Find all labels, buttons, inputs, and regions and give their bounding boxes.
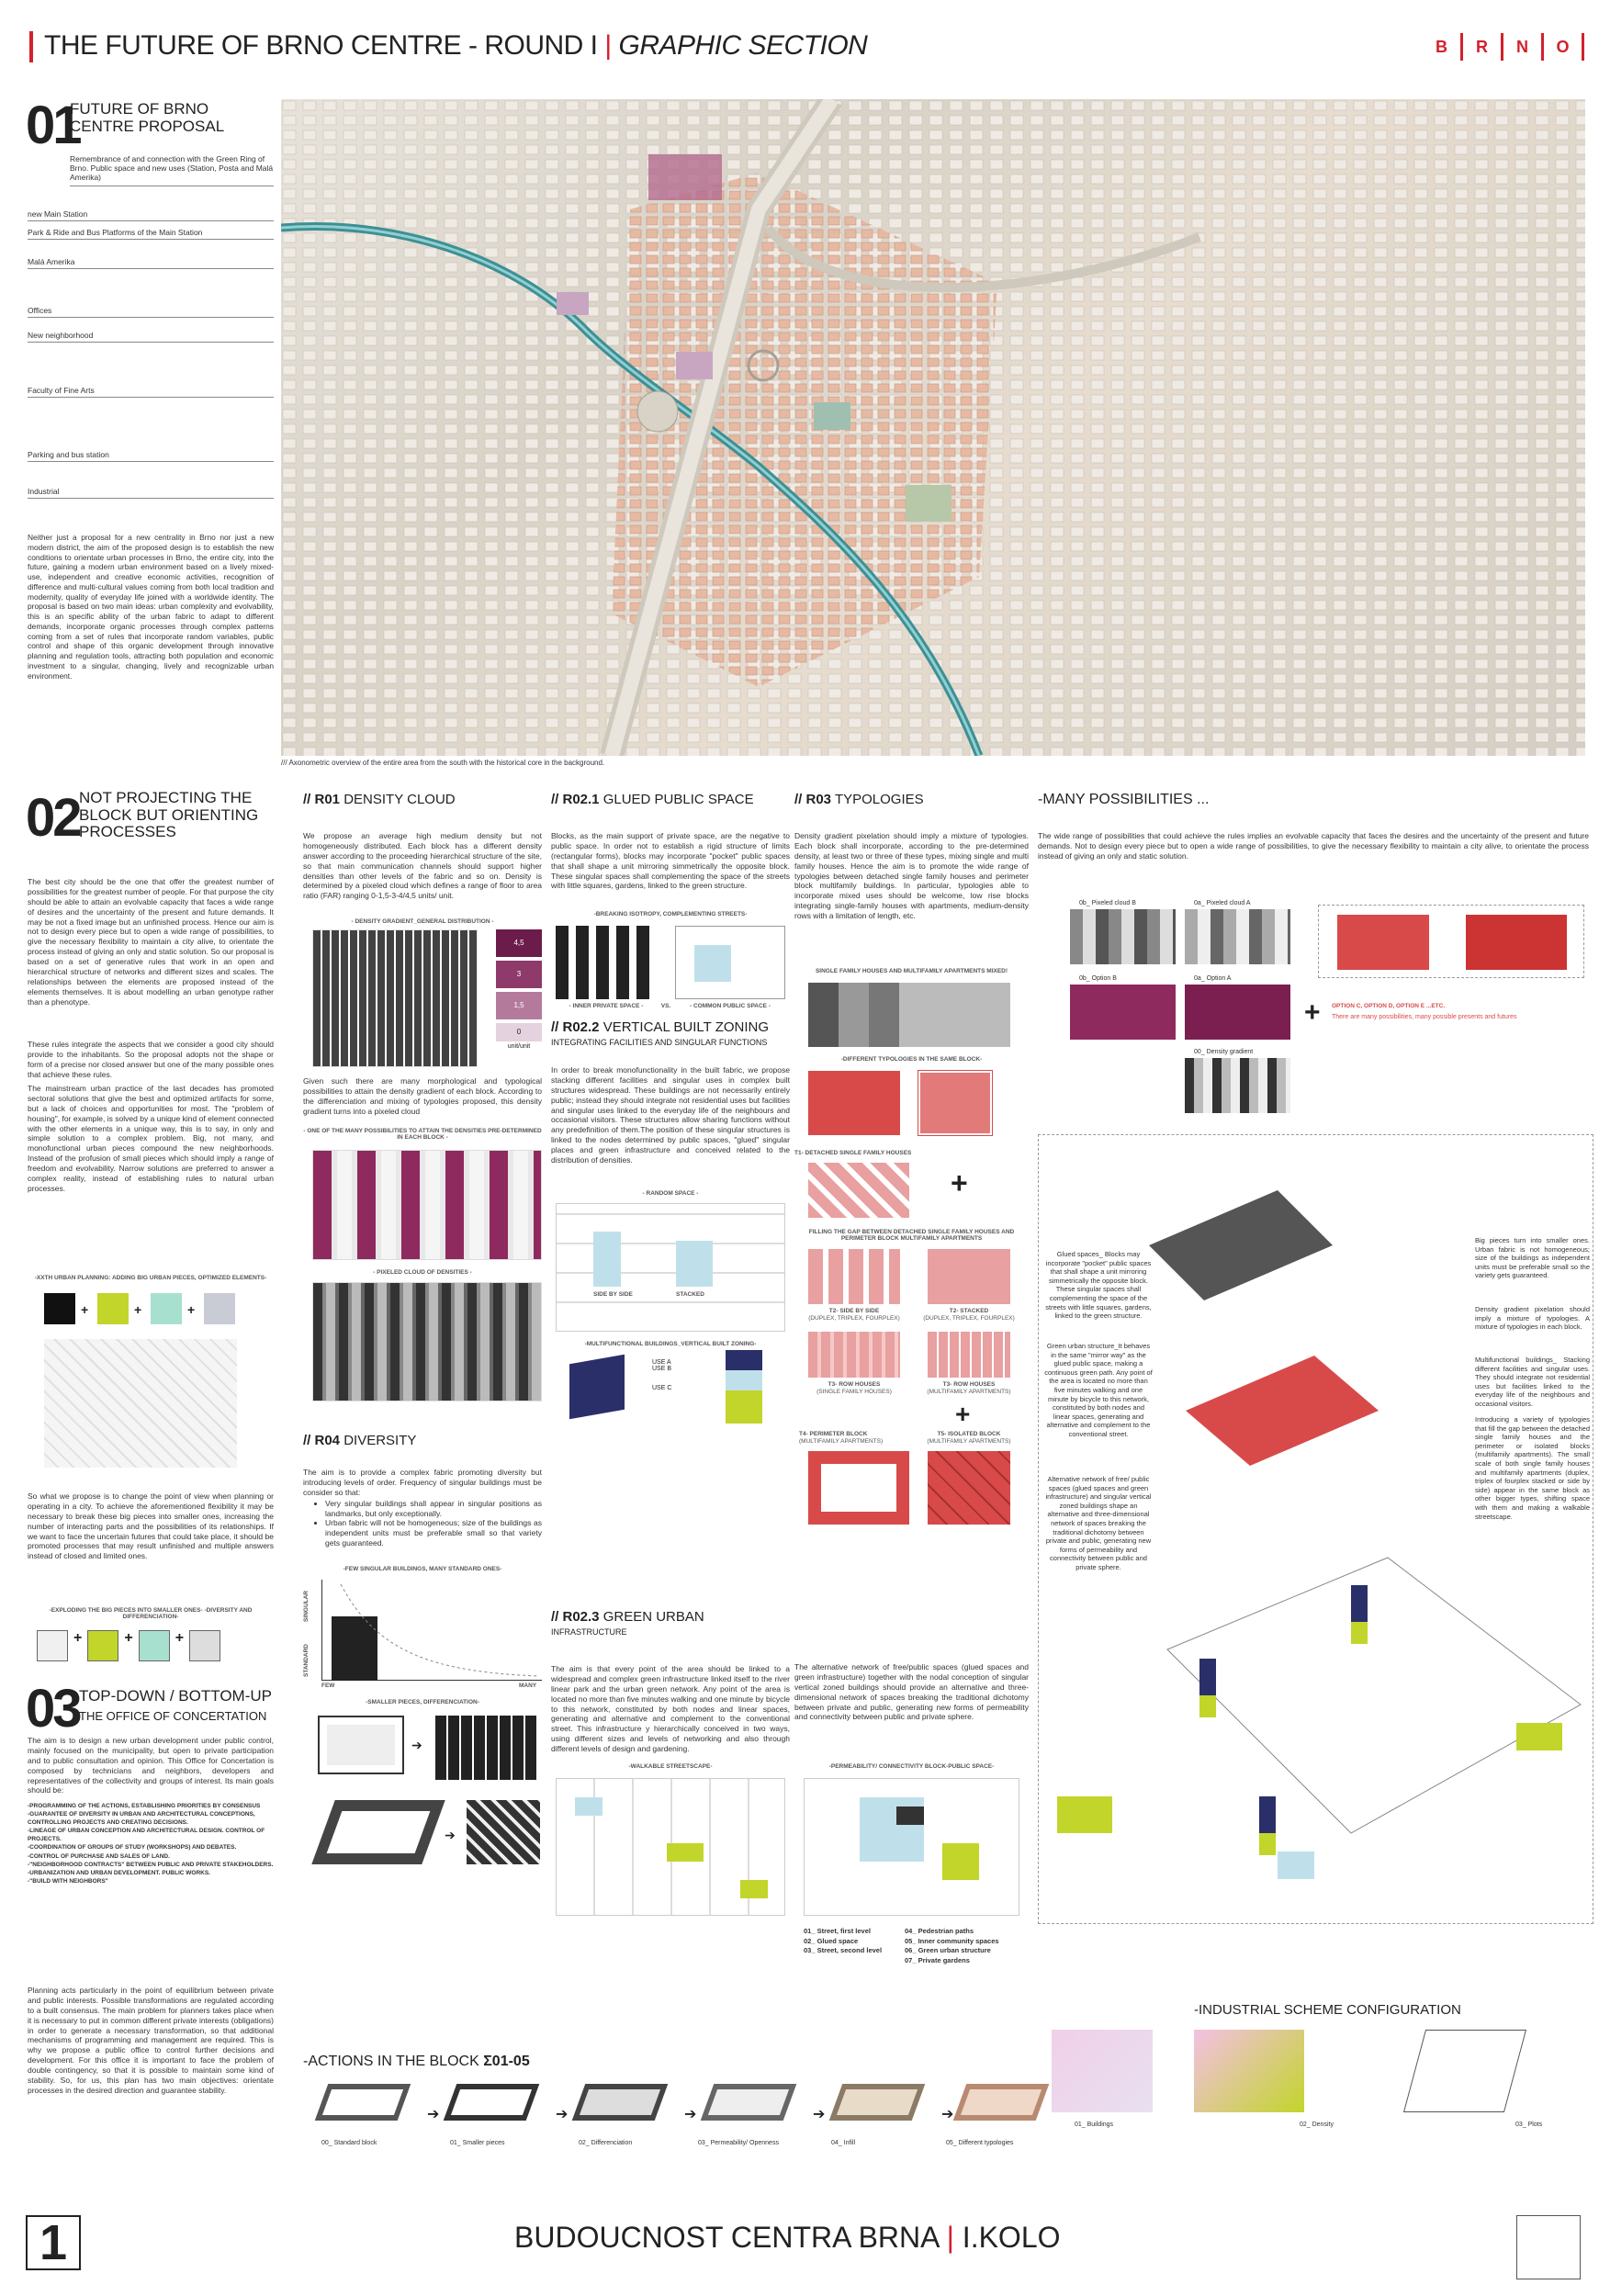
x-label-few: FEW — [321, 1683, 335, 1689]
axonometric-aerial-image — [281, 99, 1585, 756]
footer-title-main: BUDOUCNOST CENTRA BRNA — [514, 2221, 939, 2254]
density-gradient-map — [312, 929, 478, 1067]
density-value: 3 — [496, 961, 542, 988]
logo-letter: B — [1423, 33, 1463, 61]
section-number-02: 02 — [26, 788, 80, 848]
label-vs: VS. — [660, 1003, 671, 1009]
legend-item: 06_ Green urban structure — [905, 1946, 991, 1954]
density-value: 1,5 — [496, 992, 542, 1019]
option-label: 00_ Density gradient — [1194, 1049, 1254, 1055]
legend-item: 03_ Street, second level — [804, 1946, 883, 1954]
exploding-pieces-diagram: + + + — [37, 1630, 266, 1663]
aerial-caption: /// Axonometric overview of the entire area from the south with the historical core in the background. — [281, 759, 605, 767]
y-label-standard: STANDARD — [303, 1644, 310, 1677]
walkable-streetscape-map — [556, 1778, 785, 1916]
option-label: 0a_ Option A — [1194, 975, 1232, 982]
legend-left — [804, 1927, 914, 1956]
r03-heading — [794, 792, 924, 807]
note-glued-spaces: Glued spaces_ Blocks may incorporate "pocket" public spaces that shall shape a unit mirroring simmetrically the opposite block. These singular spaces shall complementing the space of the streets with little squares, gardens, linked to the green structure. — [1045, 1250, 1152, 1321]
legend-right — [905, 1927, 1033, 1965]
header-accent-bar — [29, 31, 33, 62]
r04-fig2-title: -SMALLER PIECES, DIFFERENCIATION- — [366, 1699, 479, 1705]
section-03-body-2: Planning acts particularly in the point of equilibrium between private and public interests. Possible transformations are regulated according to a built consensus. The main problem for planners takes place when it is necessary to put in common different private interests (obligations) in order to generate a necessary transformation, so that additional mechanisms of programming and management are required. This is why we propose a public office to control further decisions and development. For this office it is important to face the problem of double contingency, so that it is possible to maintain some kind of stability. So, for us, this plan has two main objectives: orientate processes in the desired direction and guarantee stability. — [28, 1986, 274, 2095]
type-name: T2- SIDE BY SIDE — [828, 1308, 880, 1314]
label-parking: Parking and bus station — [28, 450, 274, 462]
r03-fig1-title: SINGLE FAMILY HOUSES AND MULTIFAMILY APARTMENTS MIXED! — [815, 968, 1008, 974]
footer-code-box — [1516, 2215, 1581, 2279]
typology-axon-1 — [808, 1071, 900, 1135]
multifunctional-axon — [569, 1355, 625, 1420]
many-possibilities-body: The wide range of possibilities that could achieve the rules implies an evolvable capacity that faces the desires and the uncertainty of the present and future demands. Not to design every piece but to open a wide range of possibilities, to give the necessary flexibility to maintain a city alive, to orientate the process instead of giving an only and static solution. — [1038, 831, 1589, 861]
density-legend — [496, 929, 542, 1050]
section-02-body-4: So what we propose is to change the point of view when planning or operating in a city. To achieve the aforementioned flexibility it may be necessary to break these big pieces into smaller ones, increasing the number of interacting parts and the possibilities of its relationships. If we want to face the uncertain futures that could take place, it should be promoted processes that may result unfinished and multiple answers instead of closed and limited ones. — [28, 1491, 274, 1561]
label-main-station: new Main Station — [28, 209, 274, 221]
plus-icon: + — [955, 1400, 971, 1428]
type-sub: (DUPLEX, TRIPLEX, FOURPLEX) — [923, 1315, 1015, 1322]
r022-subtitle: INTEGRATING FACILITIES AND SINGULAR FUNCTIONS — [551, 1038, 768, 1047]
r04-bullet: • Very singular buildings shall appear in singular positions as landmarks, but only exceptionally. — [325, 1499, 542, 1518]
type-sub: (SINGLE FAMILY HOUSES) — [816, 1389, 892, 1395]
r03-fig3-title: -PERMEABILITY/ CONNECTIVITY BLOCK-PUBLIC SPACE- — [828, 1763, 995, 1770]
type-name: T4- PERIMETER BLOCK — [799, 1431, 868, 1437]
goal-item: -URBANIZATION AND URBAN DEVELOPMENT. PUBLIC WORKS. — [28, 1869, 210, 1876]
type-sub: (MULTIFAMILY APARTMENTS) — [927, 1389, 1011, 1395]
type-name: T3- ROW HOUSES — [828, 1381, 881, 1388]
goal-item: -COORDINATION OF GROUPS OF STUDY (WORKSHOPS) AND DEBATES. — [28, 1844, 237, 1851]
r021-heading — [551, 792, 754, 807]
actions-sigma: Σ01-05 — [483, 2054, 530, 2069]
industrial-step: 03_ Plots — [1515, 2122, 1543, 2128]
r022-fig2-title: -MULTIFUNCTIONAL BUILDINGS_VERTICAL BUILT ZONING- — [584, 1341, 757, 1347]
section-03-goals — [28, 1802, 274, 1885]
r03-fig2-title: -DIFFERENT TYPOLOGIES IN THE SAME BLOCK- — [840, 1056, 983, 1063]
note-big-pieces: Big pieces turn into smaller ones. Urban fabric is not homogeneous; size of the buildings as independent units must be preferable small so the variety gets guaranteed. — [1475, 1236, 1590, 1280]
footer-separator: | — [946, 2221, 954, 2254]
goal-item: -PROGRAMMING OF THE ACTIONS, ESTABLISHING PRIORITIES BY CONSENSUS — [28, 1803, 261, 1809]
actions-title-text: -ACTIONS IN THE BLOCK — [303, 2054, 479, 2069]
goal-item: -"BUILD WITH NEIGHBORS" — [28, 1877, 108, 1885]
r022-heading — [551, 1019, 769, 1035]
legend-item: 07_ Private gardens — [905, 1955, 970, 1964]
section-number-01: 01 — [26, 96, 80, 155]
legend-item: 04_ Pedestrian paths — [905, 1927, 974, 1935]
diversity-chart — [321, 1580, 542, 1681]
section-01-title: FUTURE OF BRNO CENTRE PROPOSAL — [70, 100, 225, 135]
use-label: USE B — [652, 1366, 672, 1372]
option-a — [1185, 985, 1290, 1040]
section-02-body-1: The best city should be the one that offer the greatest number of possibilities for the greatest number of people. For that purpose the city should be able to attain an evolvable capacity that faces a wide range of desires and the uncertainty of the present and future demands. It may be not a fixed image but an unfinished process. Hence our aim is not to design every piece but to open a wide range of possibilities, to give the necessary flexibility to maintain a city alive, to orientate the process instead of giving an only and static solution. So our proposal is based on a set of generative rules that work in an open and hierarchical structure of networks and different sizes and scales. The relationships between the elements are proposed instead of the elements themselves. It is about modelling an urban genotype rather than a phenotype. — [28, 877, 274, 1007]
option-b — [1070, 985, 1176, 1040]
label-inner-private: - INNER PRIVATE SPACE - — [569, 1003, 644, 1009]
section-02-title: NOT PROJECTING THE BLOCK BUT ORIENTING PROCESSES — [79, 789, 259, 841]
label-new-neighborhood: New neighborhood — [28, 331, 274, 343]
r04-bullets — [316, 1499, 542, 1548]
action-step: 02_ Differenciation — [579, 2140, 633, 2146]
title-separator: | — [604, 30, 612, 61]
type-name: T2- STACKED — [949, 1308, 989, 1314]
goal-item: -GUARANTEE OF DIVERSITY IN URBAN AND ARCHITECTURAL CONCEPTIONS, CONTROLLING PROJECTS AND CREATING DECISIONS. — [28, 1811, 255, 1827]
r01-fig3-title: - PIXELED CLOUD OF DENSITIES - — [373, 1269, 472, 1276]
page-title — [44, 30, 867, 62]
density-unit: unit/unit — [507, 1043, 531, 1050]
note-green-structure: Green urban structure_It behaves in the same "mirror way" as the glued public space, making a continuous green path. Any point of the area is located no more than five minutes walking and one minute by bicycle to this network, constituted by both nodes and linear spaces, generating and alternative and complement to the conventional street. — [1044, 1342, 1153, 1438]
r022-fig1-title: - RANDOM SPACE - — [642, 1190, 699, 1197]
option-label: 0b_ Option B — [1079, 975, 1117, 982]
type-name: T5- ISOLATED BLOCK — [937, 1431, 1001, 1437]
r04-bullet: • Urban fabric will not be homogeneous; size of the buildings as independent units must be preferable small so that variety gets guaranteed. — [325, 1518, 542, 1548]
option-label: 0b_ Pixeled cloud B — [1079, 900, 1136, 906]
uses-list — [652, 1359, 671, 1391]
title-sub: GRAPHIC SECTION — [618, 30, 868, 61]
r023-body: The aim is that every point of the area should be linked to a widespread and complex green infrastructure linked itself to the river linear park and the urban green network. Any point of the area is located no more than five minutes walking and one minute by bicycle to this network, constituted by both nodes and linear spaces, generating and alternative and complement to the conventional street. This infrastructure y hierarchically conceived in two ways, using different sizes and levels of networking and also through different levels of design and gardening. — [551, 1664, 790, 1753]
type-sub: (DUPLEX, TRIPLEX, FOURPLEX) — [808, 1315, 900, 1322]
r04-title: DIVERSITY — [343, 1433, 417, 1448]
r01-fig1-title: - DENSITY GRADIENT_GENERAL DISTRIBUTION - — [351, 918, 494, 925]
page-number: 1 — [26, 2215, 81, 2270]
pixeled-cloud-a — [1185, 909, 1290, 964]
use-label: USE A — [652, 1359, 671, 1366]
industrial-density-diagram — [1194, 2030, 1304, 2112]
action-step: 01_ Smaller pieces — [450, 2140, 505, 2146]
r022-code: // R02.2 — [551, 1019, 600, 1035]
r023-code: // R02.3 — [551, 1609, 600, 1625]
r04-heading — [303, 1433, 416, 1448]
industrial-step: 02_ Density — [1300, 2122, 1334, 2128]
label-stacked: STACKED — [676, 1291, 704, 1298]
logo-letter: N — [1503, 33, 1544, 61]
r023-subtitle: INFRASTRUCTURE — [551, 1627, 627, 1637]
section-03-body-1: The aim is to design a new urban development under public control, mainly focused on the municipality, but open to private participation and to public consultation and opinion. This Office for Concertation is composed by technicians and neighbors, developers and representatives of the collectivity and groups of interest. Its main goals should be: — [28, 1736, 274, 1795]
r01-body-2: Given such there are many morphological and typological possibilities to attain the density gradient of each block. According to the differenciation and mixing of typologies proposed, this density gradient turns into a pixeled cloud — [303, 1076, 542, 1116]
r04-fig1-title: -FEW SINGULAR BUILDINGS, MANY STANDARD ONES- — [343, 1566, 502, 1572]
goal-item: -LINEAGE OF URBAN CONCEPTION AND ARCHITECTURAL DESIGN. CONTROL OF PROJECTS. — [28, 1828, 265, 1843]
action-step: 03_ Permeability/ Openness — [698, 2140, 779, 2146]
t1-label: T1- DETACHED SINGLE FAMILY HOUSES — [794, 1150, 912, 1156]
actions-sequence: ➔ ➔ ➔ ➔ ➔ — [312, 2079, 1047, 2134]
axon-overview-frame — [1038, 1134, 1593, 1924]
r021-fig-title: -BREAKING ISOTROPY, COMPLEMENTING STREETS- — [593, 911, 748, 917]
option-frame — [1318, 905, 1584, 978]
legend-item: 01_ Street, first level — [804, 1927, 871, 1935]
r023-fig-title: -WALKABLE STREETSCAPE- — [628, 1763, 713, 1770]
industrial-buildings-diagram — [1052, 2030, 1153, 2112]
section-01-body: Neither just a proposal for a new centrality in Brno nor just a new modern district, the aim of the proposed design is to establish the new conditions to orientate urban processes in Brno, the entire city, into the future, gaining a modern urban environment based on a lively mixed-use, independent and creative economic activities, recognition of difference and multi-cultural values coming from both local tradition and modernity, quality of everyday life joined with a worldwide identity. The proposal is based on two main ideas: urban complexity and evolvability, this is an specific ability of the urban fabric to adapt to different demands, incorporate organic processes through complex patterns coming from a set of rules that incorporate random variables, public control and shape of this organic development through innovative planning and regulation tools, attracting both population and economic investment to a singular, changing, lively and recognizable urban environment. — [28, 533, 274, 681]
more-options-sub: There are many possibilities, many possible presents and futures — [1332, 1014, 1517, 1020]
label-mala-amerika: Malá Amerika — [28, 257, 274, 269]
option-label: 0a_ Pixeled cloud A — [1194, 900, 1251, 906]
r03-code: // R03 — [794, 792, 832, 807]
r022-title: VERTICAL BUILT ZONING — [602, 1019, 770, 1035]
r04-code: // R04 — [303, 1433, 341, 1448]
footer-title — [514, 2221, 1061, 2255]
brno-logo — [1423, 33, 1584, 61]
action-step: 00_ Standard block — [321, 2140, 377, 2146]
note-density-gradient: Density gradient pixelation should imply a mixture of typologies. A mixture of typologies in each block. — [1475, 1305, 1590, 1332]
section-03-subtitle: THE OFFICE OF CONCERTATION — [79, 1709, 267, 1723]
density-value: 0 — [496, 1023, 542, 1041]
note-typologies: Introducing a variety of typologies that fill the gap between the detached single family houses and the perimeter or isolated blocks (multifamily apartments). The small scale of both single family houses and multifamily apartments (duplex, triplex of fourplex stacked or side by side) appear in the same block as other bigger types, shifting space with them and making a walkable streetscape. — [1475, 1415, 1590, 1521]
goal-item: -"NEIGHBORHOOD CONTRACTS" BETWEEN PUBLIC AND PRIVATE STAKEHOLDERS. — [28, 1861, 274, 1868]
common-public-space-diagram — [675, 926, 785, 999]
density-gradient-option — [1185, 1058, 1290, 1113]
use-label: USE C — [652, 1385, 672, 1391]
smaller-pieces-axon — [467, 1800, 540, 1864]
arrow-icon: ➔ — [445, 1828, 456, 1842]
actions-title — [303, 2054, 530, 2070]
action-step: 04_ Infill — [831, 2140, 856, 2146]
r01-code: // R01 — [303, 792, 341, 807]
r04-body: The aim is to provide a complex fabric promoting diversity but introducing levels of order. Frequency of singular buildings must be consider so that: — [303, 1468, 542, 1497]
density-value: 4,5 — [496, 929, 542, 957]
type-sub: (MULTIFAMILY APARTMENTS) — [927, 1438, 1011, 1445]
label-side-by-side: SIDE BY SIDE — [593, 1291, 633, 1298]
section-02-body-2: These rules integrate the aspects that we consider a good city should provide to the inhabitants. So the proposal adopts not the shape or form of a precise nor closed answer but one of the many possible ones that achieve these rules. — [28, 1040, 274, 1079]
r022-body: In order to break monofunctionality in the built fabric, we propose stacking different facilities and singular uses in complex built structures widespread. These buildings are not necessarily entirely public; instead they should integrate not residential uses but facilities and singular uses linked to the everyday life of the neighbours and occasional visitors. These structures allow sharing functions without any predefinition of them.The position of these singular structures is linked to the nodes determined by public spaces, "glued" singular places and green infrastructure and conceived related to the distribution of densities. — [551, 1065, 790, 1165]
more-options-title: OPTION C, OPTION D, OPTION E ...ETC. — [1332, 1003, 1446, 1009]
section-03-title: TOP-DOWN / BOTTOM-UP — [79, 1687, 272, 1705]
note-multifunctional: Multifunctional buildings_ Stacking different facilities and singular uses. They should integrate not residential uses but facilities linked to the everyday life of the neighbours and occasional visitors. — [1475, 1356, 1590, 1408]
note-alternative-network: Alternative network of free/ public spaces (glued spaces and green infrastructure) and singular vertical zoned buildings shape an alternative and three-dimensional network of spaces breaking the traditional dichotomy between private and public, generating new forms of permeability and connectivity between public and private sphere. — [1045, 1475, 1152, 1571]
label-common-public: - COMMON PUBLIC SPACE - — [690, 1003, 771, 1009]
x-label-many: MANY — [519, 1683, 537, 1689]
diagram-exploding-title: -EXPLODING THE BIG PIECES INTO SMALLER ONES- -DIVERSITY AND DIFFERENCIATION- — [49, 1607, 253, 1620]
section-02-body-3: The mainstream urban practice of the last decades has promoted sectoral solutions that give the best and optimized artifacts for some, but a lack of choices and opportunities for most. The "problem of housing", for example, is solved by a unique kind of element connected with the other elements in a unique way, this is to say, in only and simple solution to a complex problem. Big, not many, and monofunctional urban pieces compound the new neighborhoods. Instead of the profusion of small pieces which should imply a range of freedom and evolvability. Narrow solutions are preferred to answer a complex reality, instead of establishing rules to natural urban processes. — [28, 1084, 274, 1193]
logo-letter: R — [1463, 33, 1503, 61]
r021-body: Blocks, as the main support of private space, are the negative to public space. In order not to establish a rigid structure of limits (rectangular forms), blocks may incorporate "pocket" public spaces that shall shape a unit mirroring simmetrically the opposite block. These singular spaces shall complementing the space of the streets with little squares, gardens, linked to the green structure. — [551, 831, 790, 891]
label-green-ring: Remembrance of and connection with the Green Ring of Brno. Public space and new uses (Station, Posta and Malá Amerika) — [70, 154, 274, 186]
pixeled-cloud-b — [1070, 909, 1176, 964]
smaller-pieces-diagram — [435, 1716, 536, 1780]
legend-item: 02_ Glued space — [804, 1936, 859, 1945]
plus-icon: + — [951, 1166, 968, 1199]
type-name: T3- ROW HOUSES — [942, 1381, 996, 1388]
fill-gap-title: FILLING THE GAP BETWEEN DETACHED SINGLE FAMILY HOUSES AND PERIMETER BLOCK MULTIFAMILY APARTMENTS — [808, 1229, 1015, 1242]
inner-private-space-diagram — [556, 926, 657, 999]
footer-title-sub: I.KOLO — [962, 2221, 1061, 2254]
r01-body-1: We propose an average high medium density but not homogeneously distributed. Each block has a different density answer according to the proceeding hierarchical structure of the site, so that main communication channels should support higher densities than other levels of the fabric and so on. Density is determined by a pixeled cloud which defines a range of floor to area ratio (FAR) ranging 0-1,5-3-4/4,5 units/ unit. — [303, 831, 542, 901]
arrow-icon: ➔ — [411, 1738, 422, 1752]
industrial-step: 01_ Buildings — [1075, 2122, 1114, 2128]
r021-code: // R02.1 — [551, 792, 600, 807]
r021-title: GLUED PUBLIC SPACE — [602, 792, 754, 807]
random-space-diagram — [556, 1203, 785, 1332]
r01-title: DENSITY CLOUD — [343, 792, 456, 807]
legend-item: 05_ Inner community spaces — [905, 1936, 999, 1945]
t1-axon — [808, 1163, 909, 1218]
mixed-housing-elevation — [808, 983, 1010, 1047]
industrial-title: -INDUSTRIAL SCHEME CONFIGURATION — [1194, 2002, 1461, 2018]
logo-letter: O — [1544, 33, 1584, 61]
label-park-ride: Park & Ride and Bus Platforms of the Main Station — [28, 228, 274, 240]
section-number-03: 03 — [26, 1679, 80, 1739]
r01-fig2-title: - ONE OF THE MANY POSSIBILITIES TO ATTAIN THE DENSITIES PRE-DETERMINED IN EACH BLOCK - — [303, 1128, 542, 1141]
many-possibilities-title: -MANY POSSIBILITIES ... — [1038, 792, 1210, 807]
label-industrial: Industrial — [28, 487, 274, 499]
diagram-urban-planning-title: -XXTH URBAN PLANNING: ADDING BIG URBAN PIECES, OPTIMIZED ELEMENTS- — [34, 1275, 267, 1281]
r03-title: TYPOLOGIES — [834, 792, 924, 807]
r03-body: Density gradient pixelation should imply a mixture of typologies. Each block shall incorporate, according to the pre-determined density, at least two or three of these types, mixing single and multi family houses. Hence the aim is to promote the wide range of typologies between detached single family houses and perimeter block multifamily buildings. In particular, typologies able to incorporate mixed uses should be welcome, low rise blocks integrating single-family houses with apartments, medium-density rows with a limitation of length, etc. — [794, 831, 1029, 920]
type-sub: (MULTIFAMILY APARTMENTS) — [799, 1438, 884, 1445]
typology-plan-1 — [918, 1071, 992, 1135]
y-label-singular: SINGULAR — [303, 1591, 310, 1622]
r023-heading — [551, 1609, 704, 1625]
title-main: THE FUTURE OF BRNO CENTRE - ROUND I — [44, 30, 598, 61]
permeability-map — [804, 1778, 1019, 1916]
goal-item: -CONTROL OF PURCHASE AND SALES OF LAND. — [28, 1852, 170, 1860]
block-axon-diagram — [311, 1800, 445, 1864]
plus-icon: + — [1304, 997, 1321, 1028]
block-diagram — [320, 1717, 402, 1773]
label-fine-arts: Faculty of Fine Arts — [28, 386, 274, 398]
action-step: 05_ Different typologies — [946, 2140, 1014, 2146]
pixeled-cloud-map — [312, 1282, 542, 1401]
r03-body-2: The alternative network of free/public spaces (glued spaces and green infrastructure) together with the nodal conception of singular vertical zoned buildings should provide an alternative and three-dimensional network of spaces breaking the traditional dichotomy between private and public, generating new forms of permeability and connectivity between public and private sphere. — [794, 1662, 1029, 1722]
label-offices: Offices — [28, 306, 274, 318]
industrial-plots-diagram — [1403, 2030, 1526, 2112]
stacked-uses-building — [726, 1350, 762, 1424]
r023-title: GREEN URBAN — [602, 1609, 704, 1625]
density-possibility-map — [312, 1150, 542, 1260]
r01-heading — [303, 792, 456, 807]
